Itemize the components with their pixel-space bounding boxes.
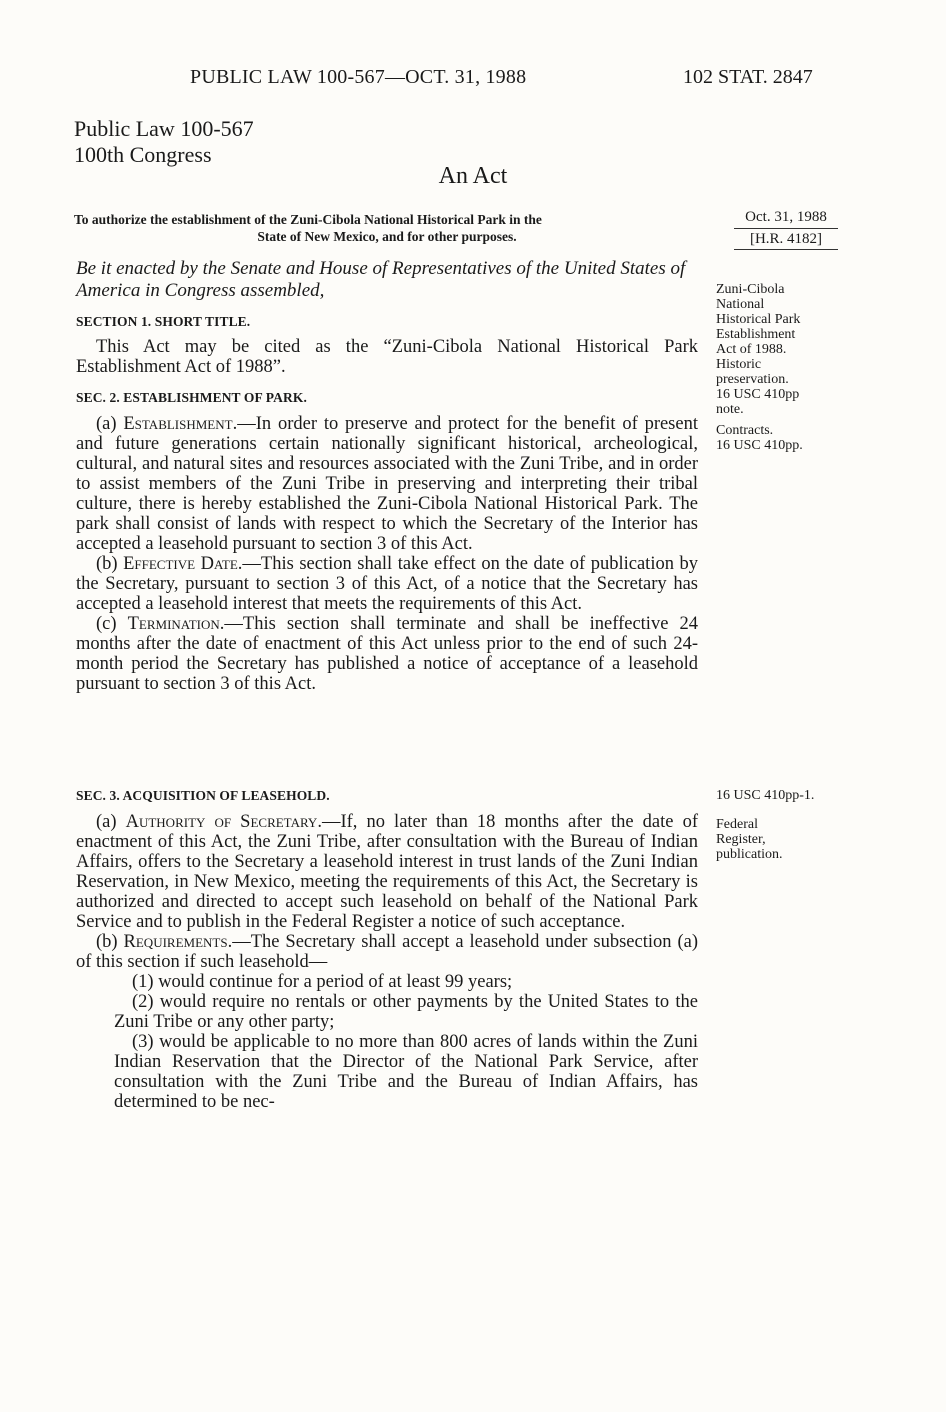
law-identifier (74, 116, 254, 168)
running-head-left: PUBLIC LAW 100-567—OCT. 31, 1988 (190, 66, 527, 88)
margin-note-short-title: Zuni-Cibola National Historical Park Establishment Act of 1988. Historic preservation. 16 USC 410pp note. (716, 282, 801, 417)
section-3-a: (a) Authority of Secretary.—If, no later than 18 months after the date of enactment of this Act, the Zuni Tribe, after consultation with the Bureau of Indian Affairs, offers to the Secretary a leasehold interest in trust lands of the Zuni Indian Reservation, in New Mexico, meeting the requirements of this Act, the Secretary is authorized and directed to accept such leasehold on behalf of the National Park Service and to publish in the Federal Register a notice of such acceptance. (76, 812, 698, 932)
section-1-body (76, 337, 698, 377)
purpose-line-1: To authorize the establishment of the Zuni-Cibola National Historical Park in the (74, 212, 542, 227)
running-head-right: 102 STAT. 2847 (683, 66, 813, 88)
section-2-b-caption: Effective Date. (123, 554, 243, 574)
congress-number: 100th Congress (74, 142, 212, 167)
purpose-statement (74, 211, 700, 245)
section-2-heading: SEC. 2. ESTABLISHMENT OF PARK. (76, 390, 307, 405)
section-2-c: (c) Termination.—This section shall terminate and shall be ineffective 24 months after the date of enactment of this Act unless prior to the end of such 24-month period the Secretary has published a notice of acceptance of a leasehold pursuant to section 3 of this Act. (76, 614, 698, 694)
enacting-clause: Be it enacted by the Senate and House of Representatives of the United States of America in Congress assembled, (76, 258, 686, 301)
section-1-text: This Act may be cited as the “Zuni-Cibola National Historical Park Establishment Act of 1988”. (76, 337, 698, 377)
act-title (0, 163, 946, 190)
margin-note-federal-register: Federal Register, publication. (716, 817, 783, 862)
bill-number: [H.R. 4182] (734, 229, 838, 250)
section-2-body (76, 414, 698, 694)
requirement-item: (2) would require no rentals or other payments by the United States to the Zuni Tribe or any other party; (114, 992, 698, 1032)
section-2-b: (b) Effective Date.—This section shall take effect on the date of publication by the Secretary, pursuant to section 3 of this Act, of a notice that the Secretary has accepted a leasehold interest that meets the requirements of this Act. (76, 554, 698, 614)
margin-note-contracts: Contracts. 16 USC 410pp. (716, 423, 803, 453)
requirement-item: (1) would continue for a period of at least 99 years; (132, 972, 513, 992)
section-3-body (76, 812, 698, 1112)
section-2-c-caption: Termination. (127, 614, 225, 634)
section-3-b-caption: Requirements. (123, 932, 233, 952)
section-3-heading: SEC. 3. ACQUISITION OF LEASEHOLD. (76, 788, 330, 803)
law-number: Public Law 100-567 (74, 116, 254, 141)
enactment-date: Oct. 31, 1988 (734, 209, 838, 229)
section-3-b: (b) Requirements.—The Secretary shall accept a leasehold under subsection (a) of this section if such leasehold— (76, 932, 698, 972)
margin-note-section-3: 16 USC 410pp-1. (716, 788, 815, 803)
act-title-text: An Act (438, 163, 508, 189)
section-2-a: (a) Establishment.—In order to preserve and protect for the benefit of present and future generations certain nationally significant historical, archeological, cultural, and natural sites and resources associated with the Zuni Tribe, and in order to assist members of the Zuni Tribe in preserving and interpreting their tribal culture, there is hereby established the Zuni-Cibola National Historical Park. The park shall consist of lands with respect to which the Secretary of the Interior has accepted a leasehold pursuant to section 3 of this Act. (76, 414, 698, 554)
purpose-line-2: State of New Mexico, and for other purposes. (257, 229, 517, 244)
section-1-heading: SECTION 1. SHORT TITLE. (76, 314, 251, 329)
requirement-item: (3) would be applicable to no more than 800 acres of lands within the Zuni Indian Reservation that the Director of the National Park Service, after consultation with the Zuni Tribe and the Bureau of Indian Affairs, has determined to be nec- (114, 1032, 698, 1112)
section-3-a-caption: Authority of Secretary. (125, 812, 322, 832)
section-2-a-caption: Establishment. (123, 414, 238, 434)
date-box (734, 209, 838, 250)
